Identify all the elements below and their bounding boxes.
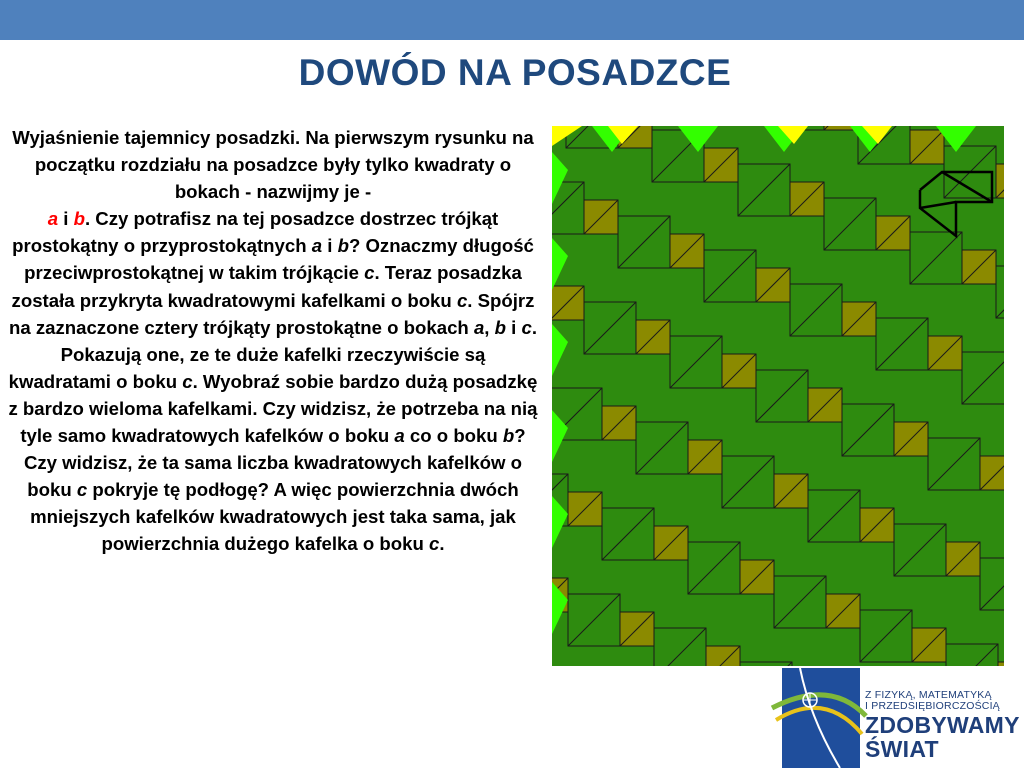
variable-c: c [429,533,440,555]
variable-c: c [364,262,375,284]
pythagorean-tiling-image [552,126,1004,666]
variable-a: a [473,316,485,338]
variable-c: c [182,370,193,392]
explanation-text [8,124,538,558]
text-part: i [322,235,338,257]
tiling-graphic [552,126,1004,666]
variable-c: c [76,479,88,501]
variable-c: c [456,289,468,311]
text-part: . Teraz posadzka została przykryta kwadratowymi kafelkami o boku [11,262,522,311]
text-part: pokryje tę podłogę? A więc powierzchnia dwóch mniejszych kafelków kwadratowych jest taka sama, jak powierzchnia dużego kafelka o boku [30,479,519,555]
variable-b: b [502,425,515,447]
variable-b: b [337,235,349,257]
text-part: . Spójrz na zaznaczone cztery trójkąty prostokątne o bokach [8,289,535,338]
text-part: Wyjaśnienie tajemnicy posadzki. Na pierwszym rysunku na początku rozdziału na posadzce były tylko kwadraty o bokach - nazwijmy je - [12,127,534,203]
variable-a: a [311,235,323,257]
tile-large [740,662,792,666]
logo-tagline-1: Z FIZYKĄ, MATEMATYKĄ [865,689,992,701]
tile-small [998,662,1004,666]
text-part: . Pokazują one, ze te duże kafelki rzeczywiście są kwadratami o boku [8,316,538,392]
logo-book-shape [782,668,860,768]
logo-title-2: ŚWIAT [865,736,939,762]
slide-title: DOWÓD NA POSADZCE [298,52,732,93]
text-part: , [484,316,495,338]
text-part: . [439,533,445,555]
tile-small [980,456,1004,490]
text-part: i [506,316,522,338]
variable-a: a [394,425,405,447]
logo-title-1: ZDOBYWAMY [865,712,1020,738]
variable-c: c [521,316,532,338]
text-part: ? Oznaczmy długość przeciwprostokątnej w takim trójkącie [24,235,534,284]
tile-large [980,558,1004,610]
tile-large [946,644,998,666]
tile-large [996,266,1004,318]
text-part: co o boku [404,425,503,447]
variable-b: b [73,208,85,230]
variable-a: a [47,208,59,230]
text-part: i [58,208,74,230]
text-part: . Wyobraź sobie bardzo dużą posadzkę z bardzo wieloma kafelkami. Czy widzisz, że potrzeba na nią tyle samo kwadratowych kafelków o boku [8,370,538,447]
variable-b: b [494,316,506,338]
logo-tagline-2: I PRZEDSIĘBIORCZOŚCIĄ [865,700,1000,712]
tile-large [962,352,1004,404]
tile-small [996,164,1004,198]
tile-large [654,628,706,666]
text-part: ? Czy widzisz, że ta sama liczba kwadratowych kafelków o boku [23,425,526,501]
top-accent-bar [0,0,1024,40]
text-part: . Czy potrafisz na tej posadzce dostrzec trójkąt prostokątny o przyprostokątnych [12,208,499,257]
